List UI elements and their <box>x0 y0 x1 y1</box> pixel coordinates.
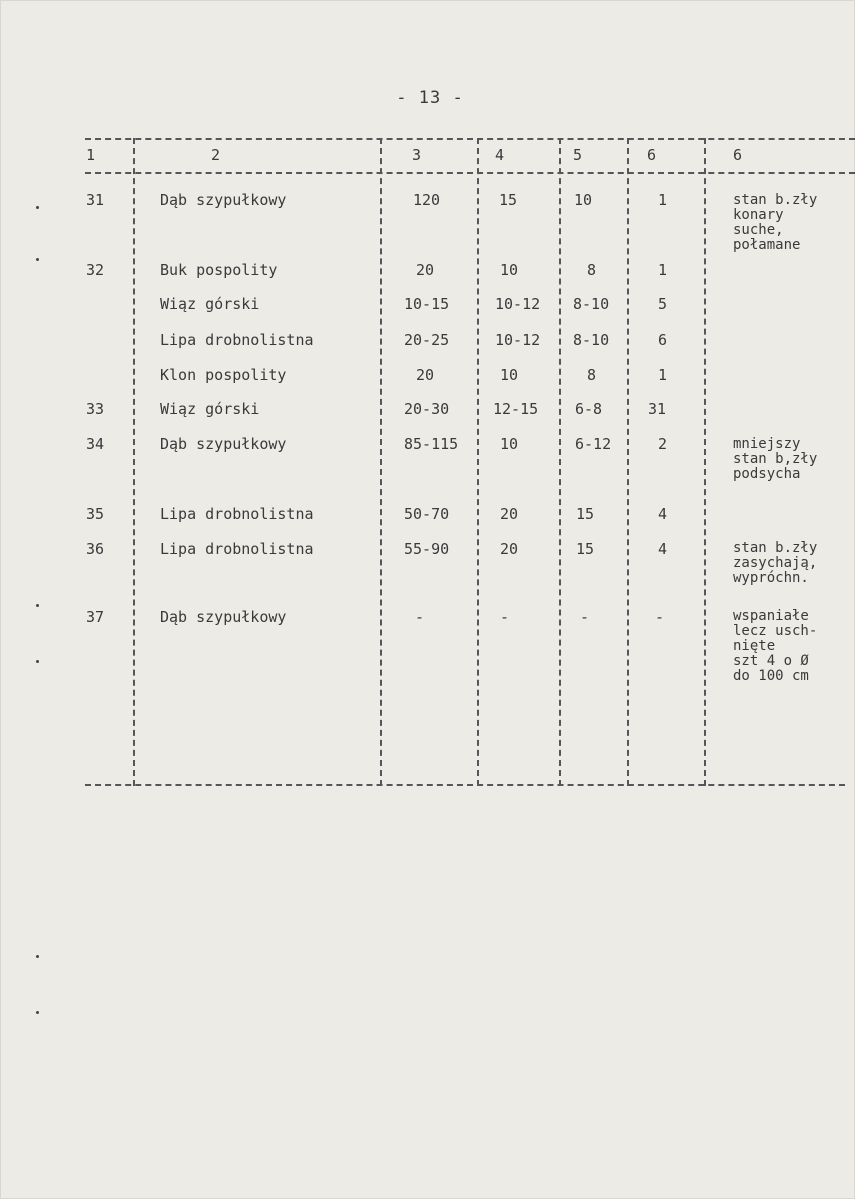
header-col-5: 5 <box>573 146 583 164</box>
species-name: Dąb szypułkowy <box>160 191 287 209</box>
col5-value: 8-10 <box>573 331 610 349</box>
col3-value: 55-90 <box>404 540 450 558</box>
table-bottom-rule <box>85 784 845 786</box>
row-number: 31 <box>86 191 105 209</box>
species-name: Klon pospolity <box>160 366 287 384</box>
col5-value: 15 <box>576 505 595 523</box>
row-number: 35 <box>86 505 105 523</box>
species-name: Wiąz górski <box>160 295 260 313</box>
header-col-3: 3 <box>412 146 422 164</box>
row-number: 32 <box>86 261 105 279</box>
col3-value: 50-70 <box>404 505 450 523</box>
col5-value: 6-8 <box>575 400 603 418</box>
col4-value: - <box>500 608 510 626</box>
col6-value: - <box>655 608 665 626</box>
margin-mark <box>36 660 39 663</box>
header-col-2: 2 <box>211 146 221 164</box>
col6-value: 2 <box>658 435 668 453</box>
col4-value: 12-15 <box>493 400 539 418</box>
col5-value: 8 <box>587 261 597 279</box>
col3-value: 20-30 <box>404 400 450 418</box>
table-top-rule <box>85 138 855 140</box>
col6-value: 4 <box>658 540 668 558</box>
table-header-rule <box>85 172 855 174</box>
col5-value: 8-10 <box>573 295 610 313</box>
col5-value: - <box>580 608 590 626</box>
column-divider <box>133 138 135 786</box>
column-divider <box>559 138 561 786</box>
col4-value: 20 <box>500 540 519 558</box>
margin-mark <box>36 206 39 209</box>
col4-value: 10 <box>500 435 519 453</box>
species-name: Lipa drobnolistna <box>160 505 314 523</box>
row-number: 33 <box>86 400 105 418</box>
col4-value: 20 <box>500 505 519 523</box>
page-number: - 13 - <box>396 88 464 108</box>
header-col-7: 6 <box>733 146 743 164</box>
margin-mark <box>36 604 39 607</box>
col4-value: 10 <box>500 366 519 384</box>
remark-note: wspaniałe lecz usch- nięte szt 4 o Ø do 100 cm <box>733 608 818 684</box>
col5-value: 8 <box>587 366 597 384</box>
column-divider <box>477 138 479 786</box>
col6-value: 31 <box>648 400 667 418</box>
col3-value: 20 <box>416 366 435 384</box>
species-name: Dąb szypułkowy <box>160 435 287 453</box>
row-number: 37 <box>86 608 105 626</box>
remark-note: stan b.zły zasychają, wypróchn. <box>733 540 818 586</box>
col6-value: 1 <box>658 191 668 209</box>
col4-value: 10-12 <box>495 331 541 349</box>
species-name: Lipa drobnolistna <box>160 540 314 558</box>
col5-value: 10 <box>574 191 593 209</box>
col4-value: 10-12 <box>495 295 541 313</box>
species-name: Dąb szypułkowy <box>160 608 287 626</box>
col3-value: 20 <box>416 261 435 279</box>
species-name: Lipa drobnolistna <box>160 331 314 349</box>
col4-value: 10 <box>500 261 519 279</box>
species-name: Wiąz górski <box>160 400 260 418</box>
row-number: 34 <box>86 435 105 453</box>
header-col-1: 1 <box>86 146 96 164</box>
col5-value: 15 <box>576 540 595 558</box>
margin-mark <box>36 1011 39 1014</box>
header-col-4: 4 <box>495 146 505 164</box>
col6-value: 1 <box>658 366 668 384</box>
header-col-6: 6 <box>647 146 657 164</box>
col4-value: 15 <box>499 191 518 209</box>
col6-value: 6 <box>658 331 668 349</box>
margin-mark <box>36 955 39 958</box>
col3-value: 85-115 <box>404 435 459 453</box>
column-divider <box>627 138 629 786</box>
col6-value: 5 <box>658 295 668 313</box>
col3-value: 10-15 <box>404 295 450 313</box>
col3-value: 120 <box>413 191 441 209</box>
col6-value: 1 <box>658 261 668 279</box>
column-divider <box>380 138 382 786</box>
column-divider <box>704 138 706 786</box>
col3-value: - <box>415 608 425 626</box>
remark-note: stan b.zły konary suche, połamane <box>733 192 818 253</box>
col6-value: 4 <box>658 505 668 523</box>
species-name: Buk pospolity <box>160 261 278 279</box>
row-number: 36 <box>86 540 105 558</box>
col3-value: 20-25 <box>404 331 450 349</box>
margin-mark <box>36 258 39 261</box>
col5-value: 6-12 <box>575 435 612 453</box>
remark-note: mniejszy stan b,zły podsycha <box>733 436 818 482</box>
